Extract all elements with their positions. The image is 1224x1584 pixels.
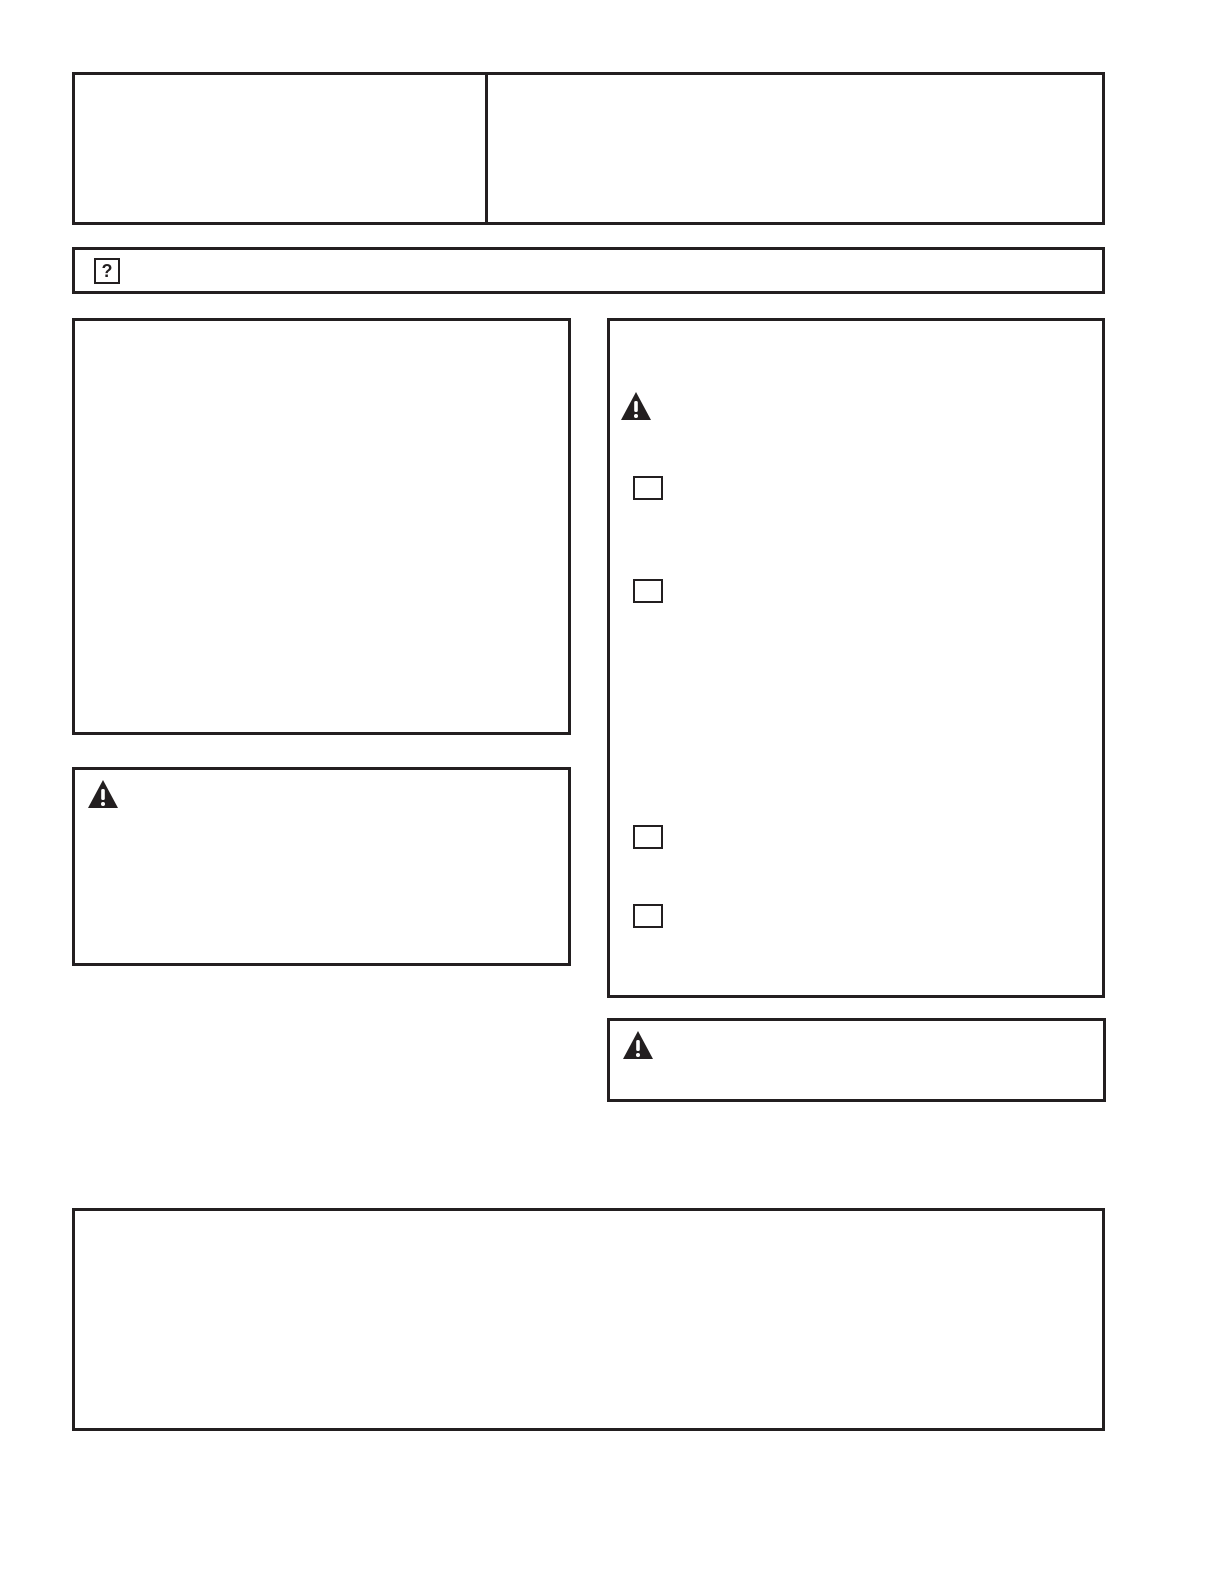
checkbox-4[interactable] xyxy=(633,904,663,928)
question-mark-icon: ? xyxy=(94,258,120,284)
warning-triangle-icon xyxy=(620,391,652,421)
left-top-panel xyxy=(72,318,571,735)
checkbox-2[interactable] xyxy=(633,579,663,603)
header-box xyxy=(72,72,1105,225)
help-bar xyxy=(72,247,1105,294)
bottom-panel xyxy=(72,1208,1105,1431)
warning-triangle-icon xyxy=(622,1030,654,1060)
checkbox-1[interactable] xyxy=(633,476,663,500)
right-panel xyxy=(607,318,1105,998)
checkbox-3[interactable] xyxy=(633,825,663,849)
left-warning-panel xyxy=(72,767,571,966)
warning-triangle-icon xyxy=(87,779,119,809)
right-warning-panel xyxy=(607,1018,1106,1102)
header-divider xyxy=(485,72,488,225)
